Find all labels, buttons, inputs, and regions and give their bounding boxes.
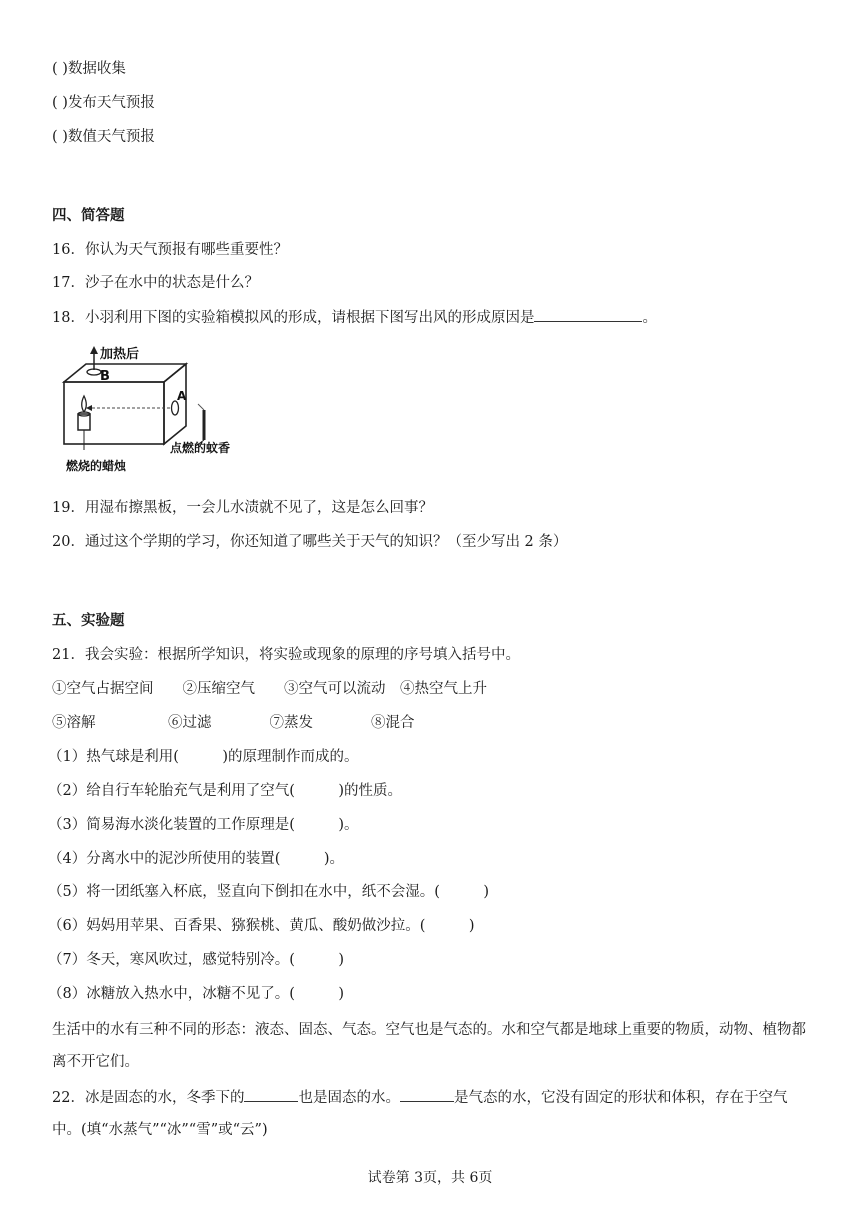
label-heat: 加热后 [100,347,140,362]
sub-question[interactable]: （5）将一团纸塞入杯底，竖直向下倒扣在水中，纸不会湿。( ) [48,884,490,900]
question-19: 19．用湿布擦黑板，一会儿水渍就不见了，这是怎么回事？ [52,500,433,516]
sub-question[interactable]: （3）简易海水淡化装置的工作原理是( )。 [48,817,359,833]
answer-blank[interactable] [244,1087,298,1102]
answer-paren[interactable]: ( ) [52,95,68,111]
label-b: B [100,369,110,384]
item-text: 数据收集 [67,61,126,77]
question-20: 20．通过这个学期的学习，你还知道了哪些关于天气的知识？（至少写出 2 条） [52,534,568,550]
answer-blank[interactable] [400,1087,454,1102]
question-17: 17．沙子在水中的状态是什么？ [52,275,259,291]
answer-paren[interactable]: ( ) [52,61,68,77]
sub-question[interactable]: （2）给自行车轮胎充气是利用了空气( )的性质。 [48,783,403,799]
experiment-box-figure [56,342,256,482]
question-16: 16．你认为天气预报有哪些重要性？ [52,242,288,258]
list-item [52,127,155,147]
page-footer: 试卷第 3页，共 6页 [367,1170,493,1186]
section-heading: 五、实验题 [52,613,125,629]
label-candle: 燃烧的蜡烛 [66,459,127,473]
options-row: ①空气占据空间 ②压缩空气 ③空气可以流动 ④热空气上升 [52,681,487,697]
sub-question[interactable]: （4）分离水中的泥沙所使用的装置( )。 [48,851,345,867]
sub-question[interactable]: （1）热气球是利用( )的原理制作而成的。 [48,749,359,765]
sub-question[interactable]: （6）妈妈用苹果、百香果、猕猴桃、黄瓜、酸奶做沙拉。( ) [48,918,475,934]
options-row: ⑤溶解 ⑥过滤 ⑦蒸发 ⑧混合 [52,715,415,731]
question-18 [52,307,657,328]
list-item [52,93,155,113]
list-item [52,59,126,79]
item-text: 发布天气预报 [67,95,155,111]
question-22 [52,1082,812,1146]
question-18-text: 18．小羽利用下图的实验箱模拟风的形成，请根据下图写出风的形成原因是 [52,310,535,326]
question-21: 21．我会实验：根据所学知识，将实验或现象的原理的序号填入括号中。 [52,647,520,663]
item-text: 数值天气预报 [67,129,155,145]
question-22-part2: 也是固态的水。 [298,1090,400,1106]
sub-question[interactable]: （8）冰糖放入热水中，冰糖不见了。( ) [48,986,345,1002]
question-18-end: 。 [642,310,657,326]
question-22-part3: 是气态的水，它没有固定的形状和体积，存在于空气中。(填“水蒸气”“冰”“雪”或“云”) [52,1090,788,1138]
answer-blank[interactable] [534,307,642,322]
label-a: A [177,389,187,403]
question-22-part1: 22．冰是固态的水，冬季下的 [52,1090,245,1106]
sub-question[interactable]: （7）冬天，寒风吹过，感觉特别冷。( ) [48,952,345,968]
section-heading: 四、简答题 [52,208,125,224]
passage: 生活中的水有三种不同的形态：液态、固态、气态。空气也是气态的。水和空气都是地球上重要的物质，动物、植物都离不开它们。 [52,1022,806,1070]
answer-paren[interactable]: ( ) [52,129,68,145]
label-incense: 点燃的蚊香 [170,441,231,455]
